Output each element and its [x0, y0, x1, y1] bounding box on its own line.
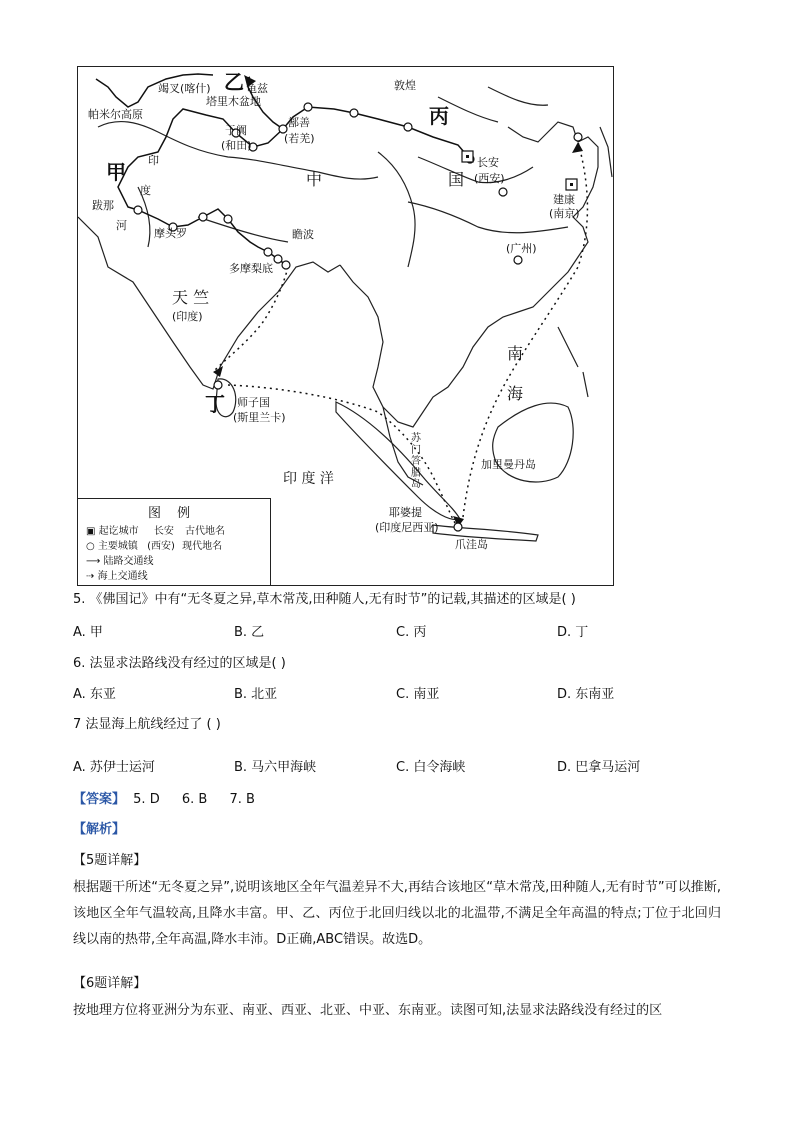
q6-detail-title: 【6题详解】	[73, 976, 147, 991]
label-bing: 丙	[429, 104, 449, 128]
label-motouluo: 摩头罗	[154, 227, 187, 240]
label-guangzhou: (广州)	[506, 242, 537, 255]
label-he: 河	[116, 219, 127, 232]
question-7-stem: 7 法显海上航线经过了 ( )	[73, 717, 221, 732]
label-shanshan-modern: (若羌)	[284, 132, 315, 145]
q6-option-c: C. 南亚	[396, 687, 440, 702]
dotted-arrow-icon: ⇢	[86, 571, 95, 582]
label-yin: 印	[148, 154, 159, 167]
answer-5: 5. D	[133, 792, 160, 807]
label-zhanbo: 瞻波	[292, 228, 314, 241]
label-ding: 丁	[205, 392, 225, 416]
q6-option-a: A. 东亚	[73, 687, 116, 702]
answer-tag: 【答案】	[73, 792, 126, 807]
q7-option-b: B. 马六甲海峡	[234, 760, 317, 775]
label-dunhuang: 敦煌	[394, 79, 416, 92]
label-shanshan: 鄯善	[288, 116, 310, 129]
label-jiankang: 建康	[553, 193, 575, 206]
label-indian-ocean: 印 度 洋	[283, 471, 334, 487]
label-tianzhu-modern: (印度)	[172, 310, 203, 323]
label-yutian-modern: (和田)	[221, 139, 252, 152]
label-qiuci: 龟兹	[246, 82, 268, 95]
label-jiankang-modern: (南京)	[549, 207, 580, 220]
q5-detail-title: 【5题详解】	[73, 853, 147, 868]
q5-option-a: A. 甲	[73, 625, 103, 640]
town-circle-icon: ○	[86, 541, 95, 552]
route-map	[77, 66, 614, 586]
label-yi: 乙	[224, 70, 244, 94]
label-hai: 海	[507, 384, 524, 403]
q6-option-d: D. 东南亚	[557, 687, 615, 702]
label-yutian: 于阗	[225, 124, 247, 137]
start-city-icon: ▣	[86, 526, 96, 537]
q5-detail-body: 根据题干所述“无冬夏之异”,说明该地区全年气温差异不大,再结合该地区“草木常茂,田种随人,无有时节”可以推断,该地区全年气温较高,且降水丰富。甲、乙、丙位于北回归线以北的北温带,不满足全年高温的特点;丁位于北回归线以南的热带,全年高温,降水丰沛。D正确,ABC错误。故选D。	[73, 880, 721, 947]
legend-title: 图 例	[148, 506, 197, 521]
label-changan: 长安	[477, 156, 499, 169]
q7-option-d: D. 巴拿马运河	[557, 760, 641, 775]
q5-option-d: D. 丁	[557, 625, 589, 640]
question-6-stem: 6. 法显求法路线没有经过的区域是( )	[73, 656, 286, 671]
question-5-stem: 5. 《佛国记》中有“无冬夏之异,草木常茂,田种随人,无有时节”的记载,其描述的区域是( )	[73, 592, 576, 607]
label-kalimantan: 加里曼丹岛	[481, 458, 536, 471]
label-yepoti: 耶婆提	[389, 506, 422, 519]
answer-6: 6. B	[181, 792, 208, 807]
q6-detail-body: 按地理方位将亚洲分为东亚、南亚、西亚、北亚、中亚、东南亚。读图可知,法显求法路线没有经过的区	[73, 1003, 663, 1018]
label-jiecha: 竭叉(喀什)	[158, 82, 211, 95]
q7-option-a: A. 苏伊士运河	[73, 760, 155, 775]
label-shiziguo-modern: (斯里兰卡)	[233, 411, 286, 424]
label-changan-modern: (西安)	[474, 172, 505, 185]
coastline-east	[340, 137, 598, 427]
label-du: 度	[140, 184, 151, 197]
label-shiziguo: 师子国	[237, 396, 270, 409]
q6-option-b: B. 北亚	[234, 687, 278, 702]
label-tianzhu: 天 竺	[172, 288, 210, 307]
legend-row-sea: ⇢ 海上交通线	[86, 571, 148, 582]
label-jia: 甲	[106, 160, 126, 184]
label-yepoti-modern: (印度尼西亚)	[375, 521, 439, 534]
label-guo: 国	[448, 170, 465, 189]
legend-row-major-town: ○ 主要城镇 (西安) 现代地名	[86, 541, 223, 552]
label-pamir: 帕米尔高原	[88, 108, 143, 121]
legend-row-start-city: ▣ 起讫城市 长安 古代地名	[86, 526, 226, 537]
label-nan: 南	[507, 344, 524, 363]
sea-route-india-srilanka	[213, 267, 288, 372]
label-java: 爪洼岛	[455, 538, 488, 551]
solid-arrow-icon: ⟶	[86, 556, 101, 567]
legend-row-land: ⟶ 陆路交通线	[86, 556, 154, 567]
answer-7: 7. B	[229, 792, 255, 807]
analysis-tag: 【解析】	[73, 822, 126, 837]
q5-option-c: C. 丙	[396, 625, 427, 640]
q5-option-b: B. 乙	[234, 625, 265, 640]
map-legend	[78, 498, 271, 585]
label-duomolidi: 多摩梨底	[229, 262, 273, 275]
label-zhong: 中	[306, 170, 323, 189]
label-sumatra: 苏门答腊岛	[411, 433, 421, 490]
q7-option-c: C. 白令海峡	[396, 760, 466, 775]
label-tarim: 塔里木盆地	[206, 95, 261, 108]
label-bana: 跋那	[92, 199, 114, 212]
answer-line	[73, 788, 273, 807]
